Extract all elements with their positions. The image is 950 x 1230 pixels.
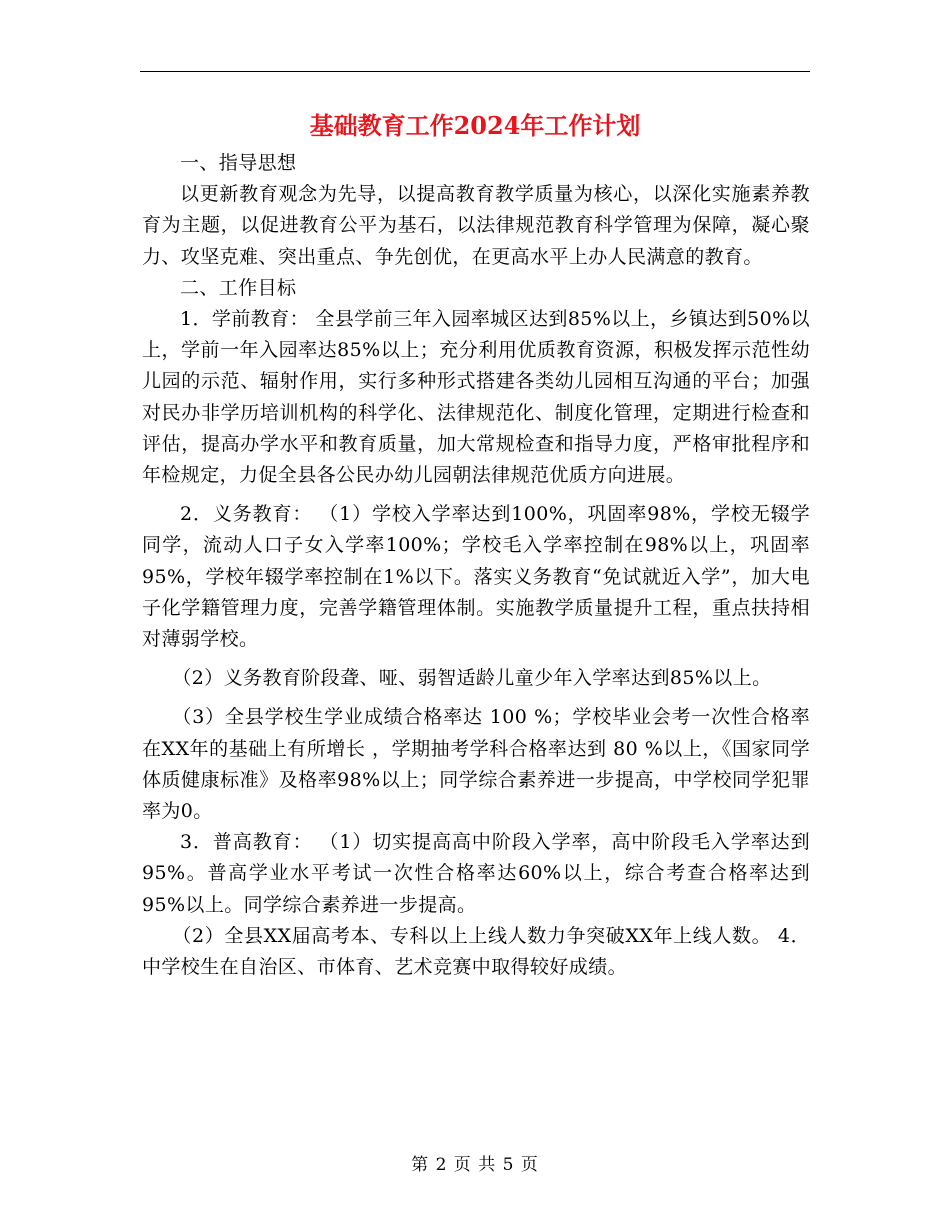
page-number-footer: 第 2 页 共 5 页 — [411, 1155, 539, 1175]
paragraph-guiding-ideology: 以更新教育观念为先导，以提高教育教学质量为核心，以深化实施素养教育为主题，以促进教育公平为基石，以法律规范教育科学管理为保障，凝心聚力、攻坚克难、突出重点、争先创优，在更高水平上办人民满意的教育。 — [142, 183, 810, 268]
section-heading-work-goals: 二、工作目标 — [180, 276, 297, 299]
paragraph-special-education: （2）义务教育阶段聋、哑、弱智适龄儿童少年入学率达到85%以上。 — [172, 667, 772, 690]
document-title: 基础教育工作2024年工作计划 — [309, 111, 641, 140]
paragraph-preschool-education: 1．学前教育： 全县学前三年入园率城区达到85%以上，乡镇达到50%以上，学前一年入园率达85%以上；充分利用优质教育资源，积极发挥示范性幼儿园的示范、辐射作用，实行多种形式搭建各类幼儿园相互沟通的平台；加强对民办非学历培训机构的科学化、法律规范化、制度化管理，定期进行检查和评估，提高办学水平和教育质量，加大常规检查和指导力度，严格审批程序和年检规定，力促全县各公民办幼儿园朝法律规范优质方向进展。 — [142, 308, 810, 487]
paragraph-compulsory-education: 2．义务教育： （1）学校入学率达到100%，巩固率98%，学校无辍学同学，流动人口子女入学率100%；学校毛入学率控制在98%以上，巩固率95%，学校年辍学率控制在1%以下。落实义务教育“免试就近入学”，加大电子化学籍管理力度，完善学籍管理体制。实施教学质量提升工程，重点扶持相对薄弱学校。 — [142, 503, 810, 651]
paragraph-academic-performance: （3）全县学校生学业成绩合格率达 100 %；学校毕业会考一次性合格率在XX年的基础上有所增长 ，学期抽考学科合格率达到 80 %以上，《国家同学体质健康标准》及格率98%以上；同学综合素养进一步提高，中学校同学犯罪率为0。 — [142, 706, 810, 823]
paragraph-high-school-education: 3．普高教育： （1）切实提高高中阶段入学率，高中阶段毛入学率达到95%。普高学业水平考试一次性合格率达60%以上，综合考查合格率达到95%以上。同学综合素养进一步提高。 — [142, 831, 810, 916]
header-rule — [140, 71, 810, 72]
document-body — [142, 148, 810, 983]
paragraph-college-entrance: （2）全县XX届高考本、专科以上上线人数力争突破XX年上线人数。 4．中学校生在自治区、市体育、艺术竞赛中取得较好成绩。 — [142, 924, 810, 979]
section-heading-guiding-ideology: 一、指导思想 — [180, 152, 297, 174]
